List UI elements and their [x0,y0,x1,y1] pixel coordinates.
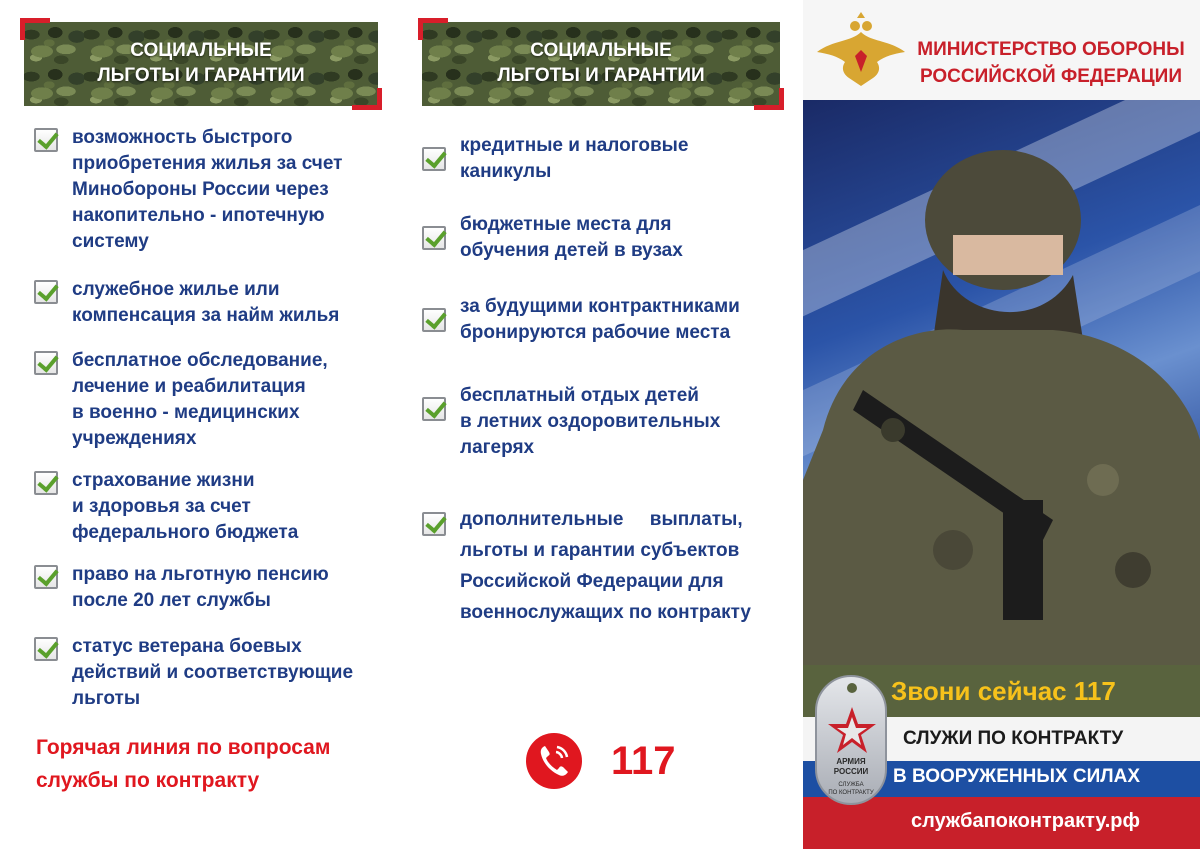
corner-accent [418,18,448,40]
benefit-text: право на льготную пенсию после 20 лет службы [72,564,329,611]
header-line: СОЦИАЛЬНЫЕ [130,40,272,61]
header-line: СОЦИАЛЬНЫЕ [530,40,672,61]
hotline-text: Горячая линия по вопросам службы по контракту [36,736,331,792]
header-line: ЛЬГОТЫ И ГАРАНТИИ [497,65,705,86]
phone-number[interactable]: 117 [611,739,676,783]
camo-header [24,22,378,106]
middle-panel [400,0,803,849]
corner-accent [352,88,382,110]
checkbox-checked-icon [422,226,446,250]
benefit-text: служебное жилье или компенсация за найм жилья [72,279,340,326]
recruitment-banner [803,665,1200,849]
checkbox-checked-icon [34,565,58,589]
checkbox-checked-icon [34,637,58,661]
corner-accent [20,18,50,40]
ministry-header [803,0,1200,100]
phone-icon[interactable] [526,733,582,789]
benefit-item [422,383,720,461]
badge-subtext: СЛУЖБА ПО КОНТРАКТУ [828,782,874,796]
armed-forces-text: В ВООРУЖЕННЫХ СИЛАХ [893,766,1140,787]
right-panel [803,0,1200,849]
header-title [24,38,378,88]
benefit-item [34,348,328,452]
call-now-text: Звони сейчас 117 [891,676,1116,706]
checkbox-checked-icon [422,147,446,171]
benefit-text: бесплатный отдых детей в летних оздоровительных лагерях [460,385,721,458]
benefit-item [34,634,353,712]
serve-contract-text: СЛУЖИ ПО КОНТРАКТУ [903,728,1124,749]
benefit-text: страхование жизни и здоровья за счет федерального бюджета [72,470,299,543]
benefit-text: дополнительные выплаты, льготы и гарантии субъектов Российской Федерации для военнослужащих по контракту [460,509,751,623]
benefit-item [34,562,329,614]
checkbox-checked-icon [422,512,446,536]
checkbox-checked-icon [34,280,58,304]
benefit-text: бюджетные места для обучения детей в вузах [460,214,683,261]
benefit-text: бесплатное обследование, лечение и реабилитация в военно - медицинских учреждениях [72,350,328,449]
header-title [422,38,780,88]
benefit-text: возможность быстрого приобретения жилья за счет Минобороны России через накопительно - ипотечную систему [72,127,343,252]
army-dog-tag-badge [815,675,887,805]
benefit-text: кредитные и налоговые каникулы [460,135,689,182]
benefit-item [34,468,298,546]
checkbox-checked-icon [34,351,58,375]
corner-accent [754,88,784,110]
benefit-text: статус ветерана боевых действий и соответствующие льготы [72,636,354,709]
checkbox-checked-icon [422,397,446,421]
benefit-item [422,294,740,346]
badge-text: АРМИЯ РОССИИ [833,757,869,776]
red-star-icon [827,705,877,755]
benefit-item [34,125,342,255]
benefit-item [422,504,751,628]
checkbox-checked-icon [34,128,58,152]
soldier-silhouette [803,100,1200,665]
badge-hole [847,683,857,693]
checkbox-checked-icon [422,308,446,332]
header-line: ЛЬГОТЫ И ГАРАНТИИ [97,65,305,86]
benefit-text: за будущими контрактниками бронируются рабочие места [460,296,740,343]
benefit-item [422,133,688,185]
checkbox-checked-icon [34,471,58,495]
ministry-title: МИНИСТЕРСТВО ОБОРОНЫ РОССИЙСКОЙ ФЕДЕРАЦИИ [917,39,1185,87]
double-headed-eagle-icon [811,12,911,92]
camo-header [422,22,780,106]
website-link[interactable]: службапоконтракту.рф [911,810,1141,832]
left-panel [0,0,400,849]
soldier-photo [803,100,1200,665]
benefit-item [34,277,339,329]
benefit-item [422,212,683,264]
